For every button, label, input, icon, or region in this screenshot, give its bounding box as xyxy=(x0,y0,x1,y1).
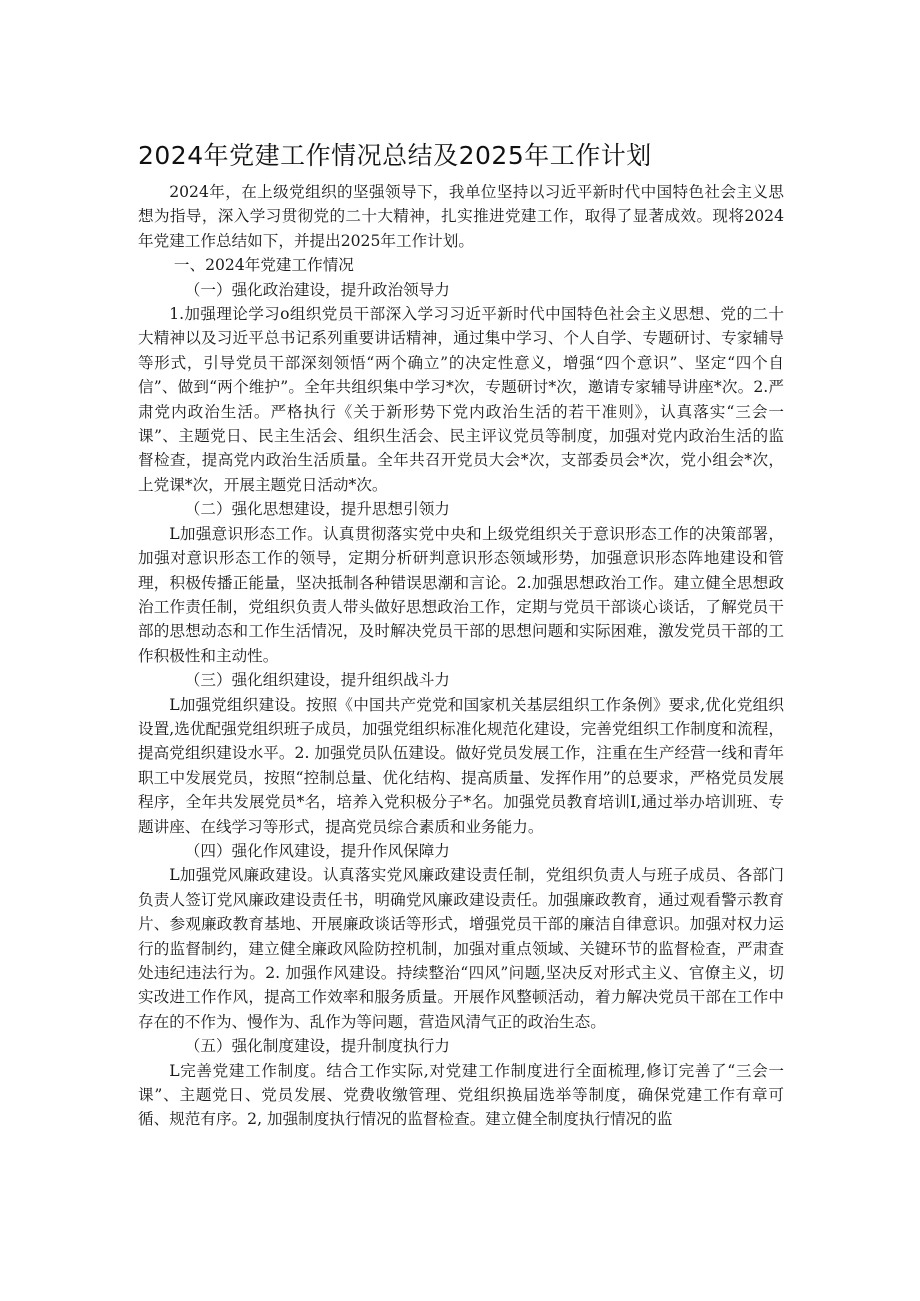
paragraph-ideological-construction: L加强意识形态工作。认真贯彻落实党中央和上级党组织关于意识形态工作的决策部署，加强对意识形态工作的领导，定期分析研判意识形态领域形势，加强意识形态阵地建设和管理，积极传播正能量，坚决抵制各种错误思潮和言论。2.加强思想政治工作。建立健全思想政治工作责任制，党组织负责人带头做好思想政治工作，定期与党员干部谈心谈话，了解党员干部的思想动态和工作生活情况，及时解决党员干部的思想问题和实际困难，激发党员干部的工作积极性和主动性。 xyxy=(138,524,784,665)
paragraph-political-construction: 1.加强理论学习o组织党员干部深入学习习近平新时代中国特色社会主义思想、党的二十大精神以及习近平总书记系列重要讲话精神，通过集中学习、个人自学、专题研讨、专家辅导等形式，引导党员干部深刻领悟“两个确立”的决定性意义，增强“四个意识”、坚定“四个自信”、做到“两个维护”。全年共组织集中学习*次，专题研讨*次，邀请专家辅导讲座*次。2.严肃党内政治生活。严格执行《关于新形势下党内政治生活的若干准则》，认真落实“三会一课”、主题党日、民主生活会、组织生活会、民主评议党员等制度，加强对党内政治生活的监督检查，提高党内政治生活质量。全年共召开党员大会*次，支部委员会*次，党小组会*次，上党课*次，开展主题党日活动*次。 xyxy=(138,305,784,494)
subsection-heading-2: （二）强化思想建设，提升思想引领力 xyxy=(184,500,450,519)
document-body xyxy=(138,180,784,1132)
subsection-heading-5: （五）强化制度建设，提升制度执行力 xyxy=(184,1037,450,1056)
subsection-heading-3: （三）强化组织建设，提升组织战斗力 xyxy=(184,671,450,690)
document-title: 2024年党建工作情况总结及2025年工作计划 xyxy=(138,141,652,170)
paragraph-work-style-construction: L加强党风廉政建设。认真落实党风廉政建设责任制，党组织负责人与班子成员、各部门负责人签订党风廉政建设责任书，明确党风廉政建设责任。加强廉政教育，通过观看警示教育片、参观廉政教育基地、开展廉政谈话等形式，增强党员干部的廉洁自律意识。加强对权力运行的监督制约，建立健全廉政风险防控机制，加强对重点领域、关键环节的监督检查，严肃查处违纪违法行为。2. 加强作风建设。持续整治“四风”问题,坚决反对形式主义、官僚主义，切实改进工作作风，提高工作效率和服务质量。开展作风整顿活动，着力解决党员干部在工作中存在的不作为、慢作为、乱作为等问题，营造风清气正的政治生态。 xyxy=(138,866,784,1031)
paragraph-organizational-construction: L加强党组织建设。按照《中国共产党党和国家机关基层组织工作条例》要求,优化党组织设置,选优配强党组织班子成员，加强党组织标准化规范化建设，完善党组织工作制度和流程，提高党组织建设水平。2. 加强党员队伍建设。做好党员发展工作，注重在生产经营一线和青年职工中发展党员，按照“控制总量、优化结构、提高质量、发挥作用”的总要求，严格党员发展程序，全年共发展党员*名，培养入党积极分子*名。加强党员教育培训I,通过举办培训班、专题讲座、在线学习等形式，提高党员综合素质和业务能力。 xyxy=(138,695,784,836)
intro-paragraph: 2024年，在上级党组织的坚强领导下，我单位坚持以习近平新时代中国特色社会主义思想为指导，深入学习贯彻党的二十大精神，扎实推进党建工作，取得了显著成效。现将2024年党建工作总结如下，并提出2025年工作计划。 xyxy=(138,183,784,250)
paragraph-system-construction: L完善党建工作制度。结合工作实际,对党建工作制度进行全面梳理,修订完善了“三会一课”、主题党日、党员发展、党费收缴管理、党组织换届选举等制度，确保党建工作有章可循、规范有序。2, 加强制度执行情况的监督检查。建立健全制度执行情况的监 xyxy=(138,1061,784,1129)
subsection-heading-1: （一）强化政治建设，提升政治领导力 xyxy=(184,280,450,299)
section-heading-1: 一、2024年党建工作情况 xyxy=(173,256,354,275)
subsection-heading-4: （四）强化作风建设，提升作风保障力 xyxy=(184,841,450,860)
